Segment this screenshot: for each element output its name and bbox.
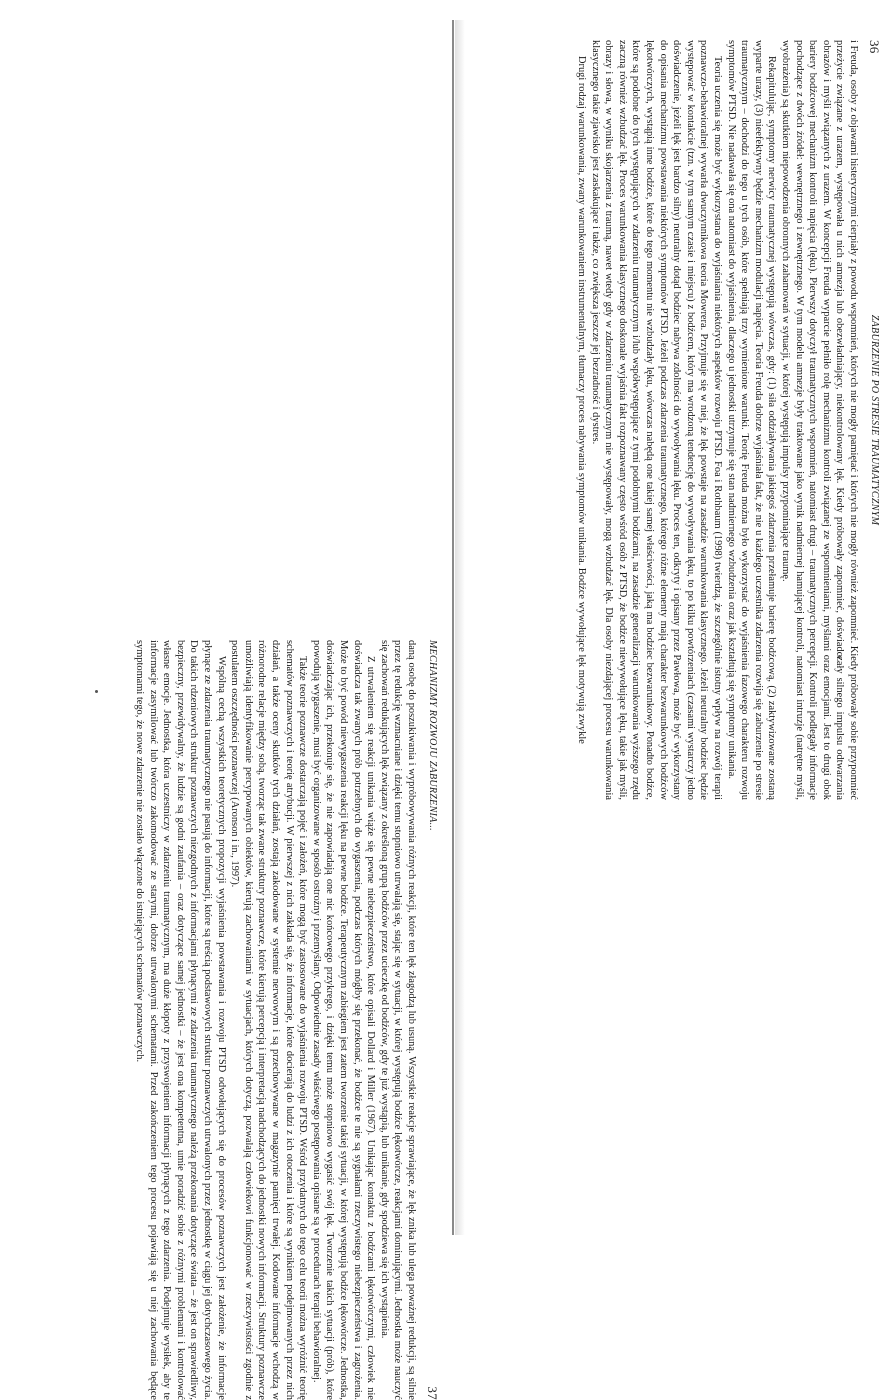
paragraph: Teoria uczenia się może być wykorzystana do wyjaśniania niektórych aspektów rozwoju PTSD. Foa i Rothbaum (1998) twierdzą, że szczególnie istotny wpływ na rozwój terapii poznawczo-behawioralnej wywarła dwuczynnikowa teoria Mowrera. Przyjmuje się w niej, że lęk powstaje na zasadzie warunkowania klasycznego. Jeżeli neutralny bodziec będzie występować w kontakcie (tzn. w tym samym czasie i miejscu) z bodźcem, który ma wrodzoną tendencję do wywoływania lęku, to po kilku powtórzeniach (czasami wystarczy jedno doświadczenie, jeżeli lęk jest bardzo silny) neutralny dotąd bodziec nabywa zdolności do wywoływania lęku. Proces ten, odkryty i opisany przez Pawłowa, może być wykorzystany do opisania mechanizmu powstawania niektórych symptomów PTSD. Jeżeli podczas zdarzenia traumatycznego, którego różne elementy mają charakter bezwarunkowych bodźców lękotwórczych, wystąpią inne bodźce, które do tego momentu nie wzbudzały lęku, wówczas nabędą one takiej samej właściwości, jaką ma bodziec bezwarunkowy. Ponadto bodźce, które są podobne do tych występujących w zdarzeniu traumatycznym i/lub współwystępujące z tymi podobnymi bodźcami, na zasadzie generalizacji warunkowania wyższego rzędu zaczną również wzbudzać lęk. Proces warunkowania klasycznego doskonale wyjaśnia fakt rozpoznawany często wśród osób z PTSD, że bodźce niewywołujące lęku, takie jak myśli, obrazy i słowa, w wyniku skojarzenia z traumą, nawet wtedy gdy w zdarzeniu traumatycznym nie występowały, mogą wzbudzać lęk. Dla osoby niezdającej procesu warunkowania klasycznego takie zjawisko jest zaskakujące i także, co zwiększa jeszcze jej bezradność i dystres. [589,40,724,800]
paragraph: i Freuda, osoby z objawami histerycznymi cierpiały z powodu wspomnień, których nie mogły pamiętać i których nie mogły również zapomnieć. Kiedy próbowały sobie przypomnieć przeżycie związane z urazem, występowała u nich amnezja lub obezwładniający, niekontrolowany lęk. Kiedy próbowały zapomnieć, doświadczały silnego impulsu odtwarzania obrazów i myśli związanych z urazem. W koncepcji Freuda wyparcie pełniło rolę mechanizmu kontroli związanej ze wspomnieniami, myślami oraz emocjami. Jest to drugi obok bariery bodźcowej mechanizm kontroli napięcia (lęku). Pierwszy dotyczył traumatycznych wspomnień, natomiast drugi – traumatycznych percepcji. Kontroli podlegały informacje pochodzące z dwóch źródeł: wewnętrznego i zewnętrznego. W tym modelu amnezje były traktowane jako wynik nadmiernej hamującej kontroli, natomiast intruzje (natrętne myśli, wyobrażenia) są skutkiem niepowodzenia obronnych zahamowań w sytuacji, w której występują impulsy przypominające traumę. [780,40,859,800]
paragraph: Z utrwaleniem się reakcji unikania wiąże się pewne niebezpieczeństwo, które opisali Dollard i Miller (1967). Unikając kontaktu z bodźcami lękotwórczymi, człowiek nie doświadcza tak zwanych prób potrzebnych do wygaszenia, podczas których mógłby się przekonać, że bodźce te nie są sygnałami rzeczywistego niebezpieczeństwa i zagrożenia. Może to być powód niewygaszenia reakcji lęku na pewne bodźce. Terapeutycznym zabiegiem jest zatem tworzenie takiej sytuacji, w której występują bodźce lękowórcze. Jednostka, doświadczając ich, przekonuje się, że nie zapowiadają one nic końcowego przykrego, i dzięki temu może stopniowo wygasić swój lęk. Tworzenie takich sytuacji (prób), które powodują wygaszenie, musi być organizowane w sposób ostrożny i przemyślany. Odpowiednie zasady właściwego postępowania opisane są w procedurach terapii behawioralnej. [310,640,377,1400]
paragraph: daną osobę do poszukiwania i wypróbowywania różnych reakcji, które ten lęk złagodzą lub usuną. Wszystkie reakcje sprawiające, że lęk znika lub ulega poważnej redukcji, są silnie przez tę redukcję wzmacniane i dzięki temu stopniowo utrwalają się, stając się w sytuacji, w której występują bodźce lękotwórcze, reakcjami dominującymi. Jednostka może nauczyć się zachowań redukujących lęk związany z określoną grupą bodźców przez ucieczkę od bodźców, gdy te już wystąpią, lub unikanie, gdy spodziewa się ich wystąpienia. [378,640,417,1400]
page-header [418,640,440,1400]
page-header [860,40,882,800]
book-page-right [20,640,440,1400]
paragraph: Wspólną cechą wszystkich teoretycznych propozycji wyjaśnienia powstawania i rozwoju PTSD odwołujących się do procesów poznawczych jest założenie, że informacje płynące ze zdarzenia traumatycznego nie pasują do informacji, które są treścią podstawowych struktur poznawczych utrwalonych przez jednostkę w ciągu jej dotychczasowego życia. Do takich rdzeniowych struktur poznawczych niezgodnych z informacjami płynącymi ze zdarzenia traumatycznego należą przekonania dotyczące świata – że jest on sprawiedliwy, bezpieczny, przewidywalny, że ludzie są godni zaufania – oraz dotyczące samej jednostki – że jest ona kompetentna, umie poradzić sobie z różnymi problemami i kontrolować własne emocje. Jednostka, która uczestniczy w zdarzeniu traumatycznym, ma duże kłopoty z przyswojeniem informacji płynących z tego zdarzenia. Podejmuje wysiłek, aby te informacje zasymilować lub twórczo zakomodować ze starymi, dobrze utrwalonymi schematami. Przed zakończeniem tego procesu pojawiają się u niej zachowania będące symptomami tego, że nowe zdarzenie nie zostało włączone do istniejących schematów poznawczych. [134,640,227,1400]
paragraph: Rekapitulując, symptomy nerwicy traumatycznej występują wówczas, gdy: (1) siła oddziaływania jakiegoś zdarzenia przełamuje barierę bodźcową, (2) zaktywizowane zostaną wyparte urazy, (3) nieefektywny będzie mechanizm modulacji napięcia. Teoria Freuda dobrze wyjaśniała fakt, że nie u każdego uczestnika zdarzenia rozwija się zaburzenie po stresie traumatycznym – dochodzi do tego u tych osób, które spełniają trzy wymienione warunki. Teorię Freuda można było wykorzystać do wyjaśnienia fazowego charakteru rozwoju symptomów PTSD. Nie nadawała się ona natomiast do wyjaśnienia, dlaczego u jednostki utrzymuje się stan nadmiernego wzbudzenia oraz jak kształtują się symptomy unikania. [725,40,778,800]
book-page-left [462,40,882,800]
page-number: 36 [867,40,882,54]
running-head: ZABURZENIE PO STRESIE TRAUMATYCZNYM [869,314,880,526]
page-body [575,40,860,800]
running-head: MECHANIZMY ROZWOJU ZABURZENIA... [427,640,438,831]
page-gutter-line [452,20,454,1235]
page-body [133,640,418,1400]
page-number: 37 [425,1386,440,1400]
paragraph: Także teorie poznawcze dostarczają pojęć i założeń, które mogą być zastosowane do wyjaśnienia rozwoju PTSD. Wśród przydatnych do tego celu teorii można wyróżnić teorię schematów poznawczych i teorię atrybucji. W pierwszej z nich zakłada się, że informacje, które docierają do ludzi z ich otoczenia i które są wynikiem podejmowanych przez nich działań, a także oceny skutków tych działań, zostają zakodowane w systemie nerwowym i są przechowywane w magazynie pamięci trwałej. Kodowane informacje wchodzą w różnorodne relacje między sobą, tworząc tak zwane struktury poznawcze, które kierują percepcją i interpretacją nadchodzących do jednostki nowych informacji. Struktury poznawcze umożliwiają identyfikowanie percypowanych obiektów, kierują zachowaniami w sytuacjach, których dotyczą, pozwalają człowiekowi funkcjonować w rzeczywistości zgodnie z postulatem oszczędności poznawczej (Aronson i in., 1997). [229,640,309,1400]
paragraph: Drugi rodzaj warunkowania, zwany warunkowaniem instrumentalnym, tłumaczy proces nabywania symptomów unikania. Bodźce wywołujące lęk motywują zwykle [576,56,588,744]
